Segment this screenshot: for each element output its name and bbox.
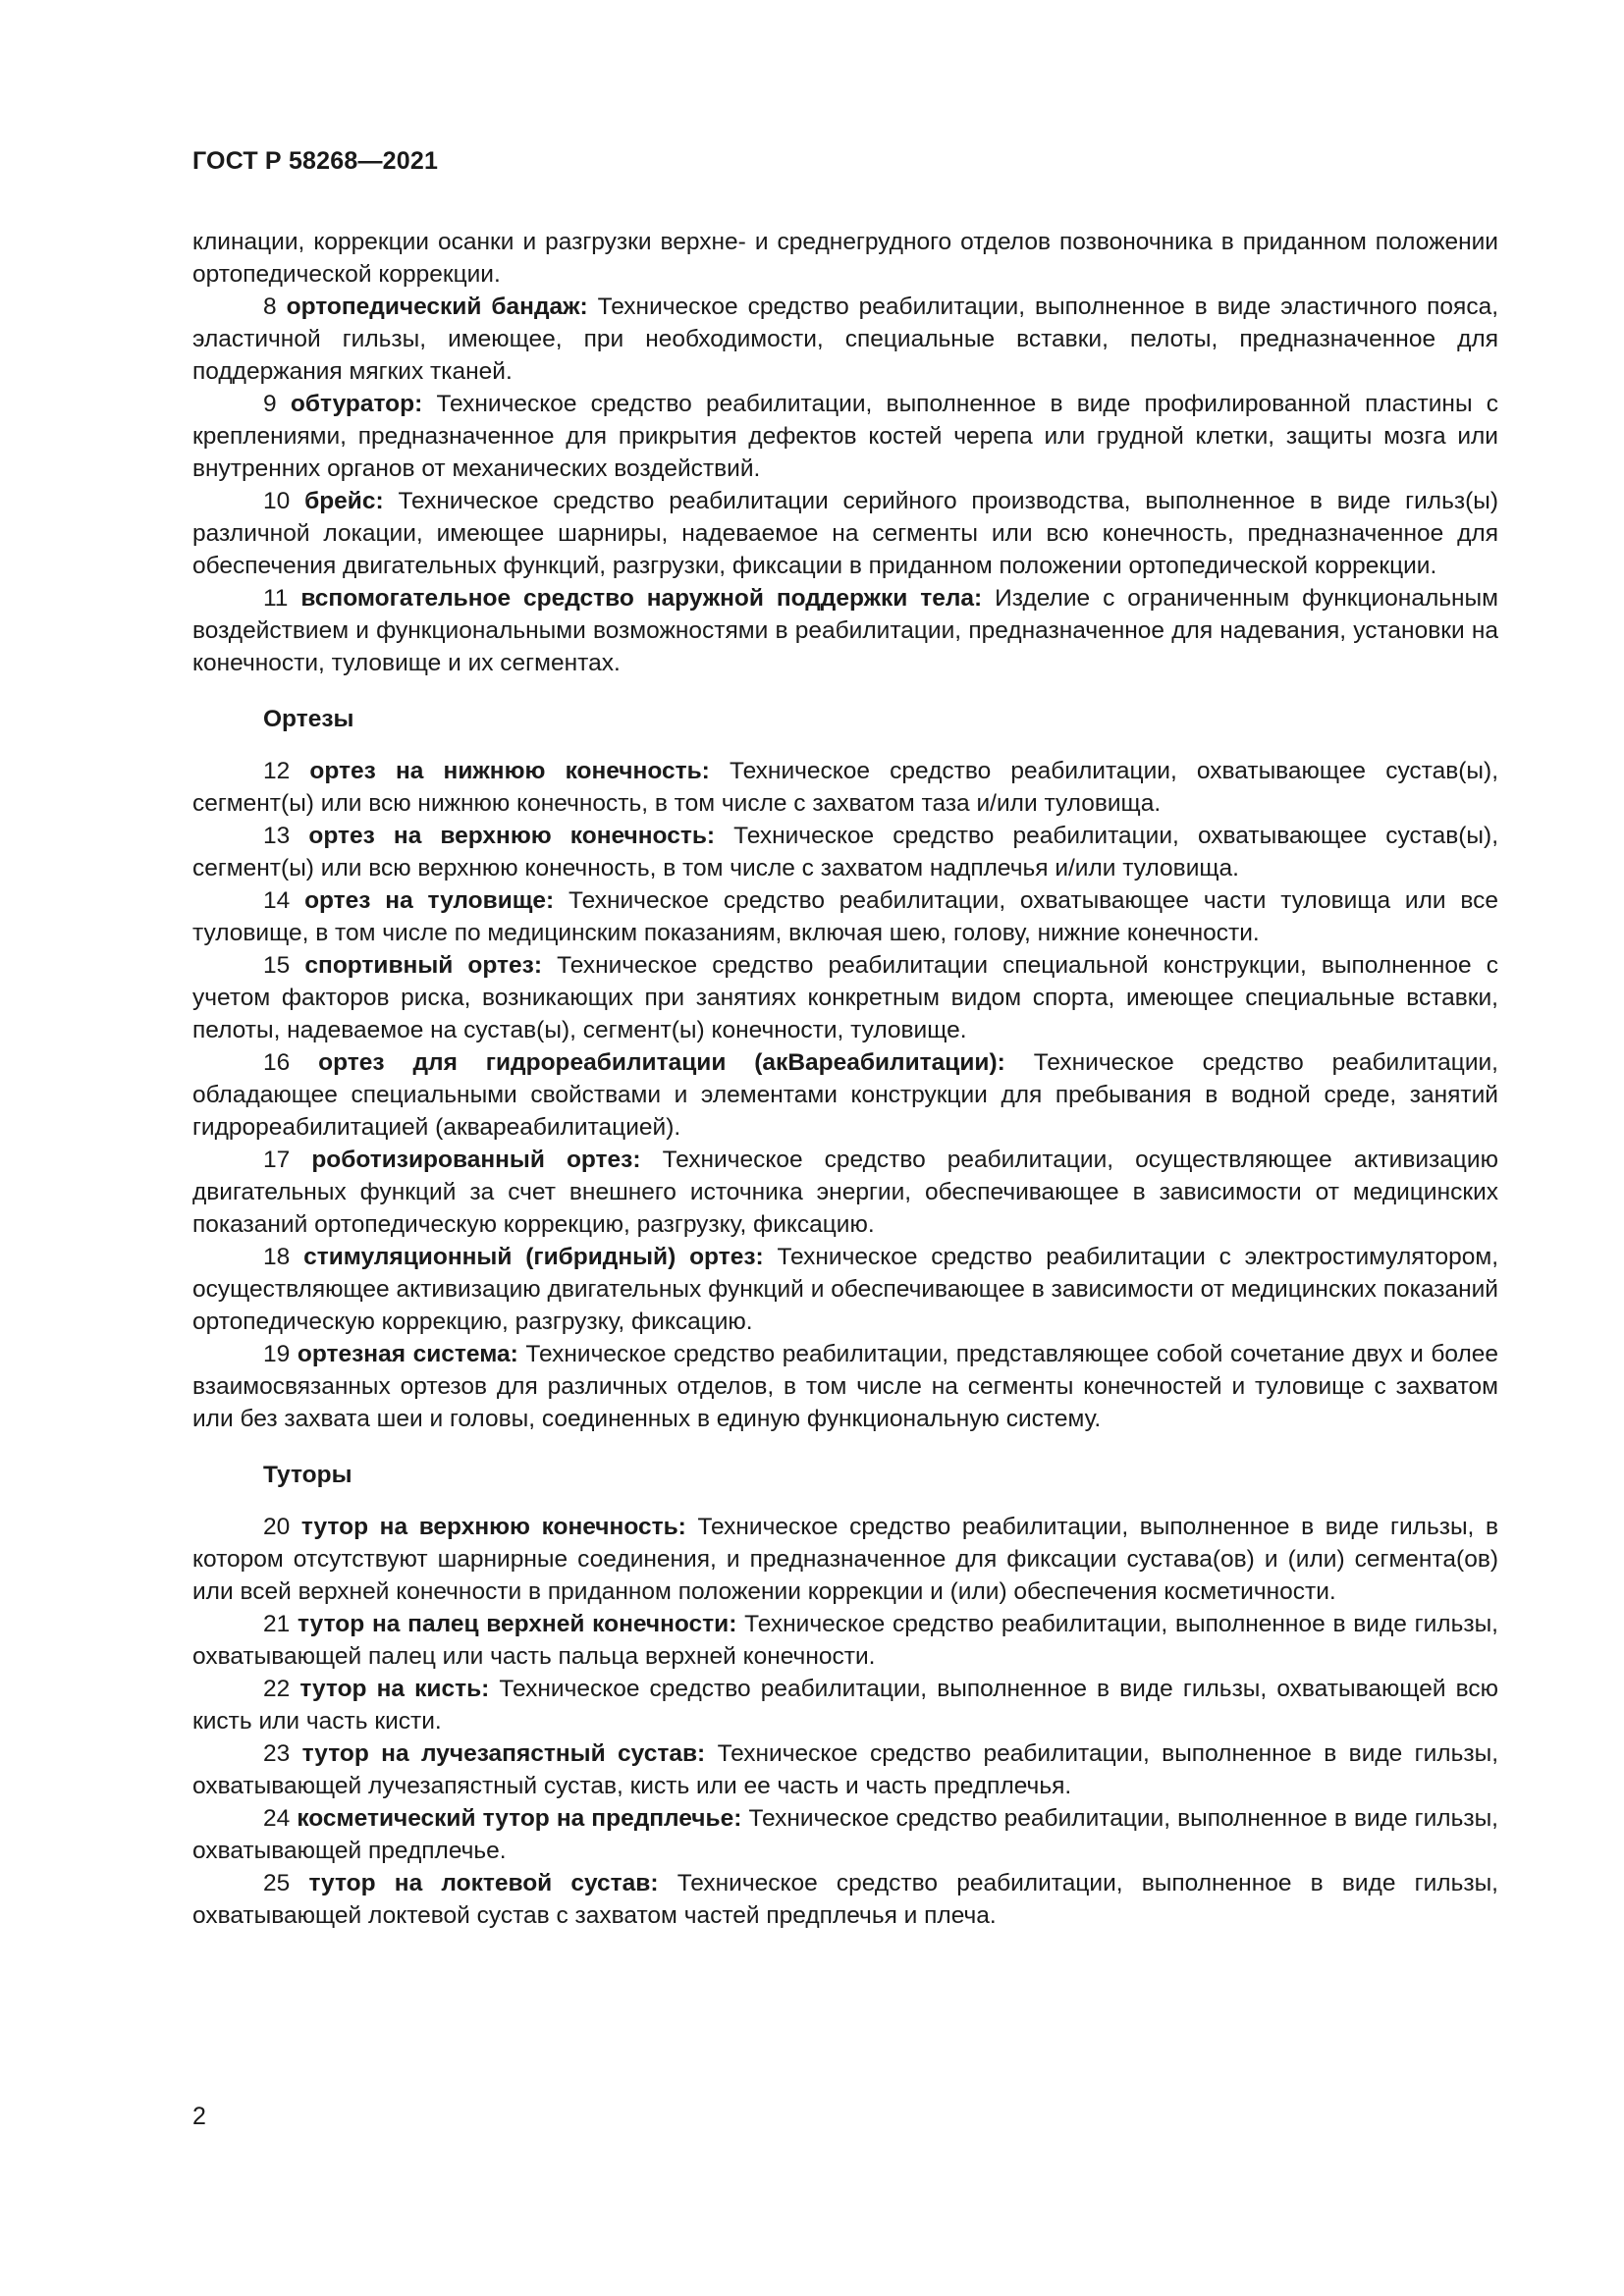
definition-21: 21 тутор на палец верхней конечности: Техническое средство реабилитации, выполненное в виде гильзы, охватывающей палец или часть пальца верхней конечности.	[192, 1611, 1498, 1670]
term: брейс:	[304, 488, 384, 514]
term: ортез для гидрореабилитации (акВареабилитации):	[318, 1049, 1005, 1076]
definition-23: 23 тутор на лучезапястный сустав: Техническое средство реабилитации, выполненное в виде гильзы, охватывающей лучезапястный сустав, кисть или ее часть и часть предплечья.	[192, 1740, 1499, 1799]
term: тутор на локтевой сустав:	[308, 1870, 659, 1896]
definition-12: 12 ортез на нижнюю конечность: Техническое средство реабилитации, охватывающее сустав(ы), сегмент(ы) или всю нижнюю конечность, в том числе с захватом таза и/или туловища.	[192, 758, 1499, 817]
definition-16: 16 ортез для гидрореабилитации (акВареабилитации): Техническое средство реабилитации, обладающее специальными свойствами и элементами конструкции для пребывания в водной среде, занятий гидрореабилитацией (аквареабилитацией).	[192, 1049, 1498, 1141]
definition-13: 13 ортез на верхнюю конечность: Техническое средство реабилитации, охватывающее сустав(ы), сегмент(ы) или всю верхнюю конечность, в том числе с захватом надплечья и/или туловища.	[192, 823, 1498, 881]
intro-paragraph: клинации, коррекции осанки и разгрузки верхне- и среднегрудного отделов позвоночника в приданном положении ортопедической коррекции.	[192, 229, 1498, 288]
definition-22: 22 тутор на кисть: Техническое средство реабилитации, выполненное в виде гильзы, охватывающей всю кисть или часть кисти.	[192, 1676, 1498, 1735]
definition-17: 17 роботизированный ортез: Техническое средство реабилитации, осуществляющее активизацию двигательных функций за счет внешнего источника энергии, обеспечивающее в зависимости от медицинских показаний ортопедическую коррекцию, разгрузку, фиксацию.	[192, 1147, 1498, 1238]
term: спортивный ортез:	[304, 952, 543, 979]
document-header: ГОСТ Р 58268—2021	[192, 147, 439, 175]
term: тутор на верхнюю конечность:	[300, 1514, 686, 1540]
term: тутор на палец верхней конечности:	[298, 1611, 737, 1637]
term: ортез на верхнюю конечность:	[308, 823, 716, 849]
definition-11: 11 вспомогательное средство наружной поддержки тела: Изделие с ограниченным функциональным воздействием и функциональными возможностями в реабилитации, предназначенное для надевания, установки на конечности, туловище и их сегментах.	[192, 585, 1499, 676]
term: роботизированный ортез:	[311, 1147, 641, 1173]
definition-24: 24 косметический тутор на предплечье: Техническое средство реабилитации, выполненное в виде гильзы, охватывающей предплечье.	[192, 1805, 1498, 1864]
section-heading-tutors: Туторы	[263, 1462, 352, 1488]
term: тутор на кисть:	[299, 1676, 490, 1702]
definition-8: 8 ортопедический бандаж: Техническое средство реабилитации, выполненное в виде эластичного пояса, эластичной гильзы, имеющее, при необходимости, специальные вставки, пелоты, предназначенное для поддержания мягких тканей.	[192, 294, 1499, 385]
definition-25: 25 тутор на локтевой сустав: Техническое средство реабилитации, выполненное в виде гильзы, охватывающей локтевой сустав с захватом частей предплечья и плеча.	[192, 1870, 1498, 1929]
term: ортез на туловище:	[304, 887, 555, 914]
definition-10: 10 брейс: Техническое средство реабилитации серийного производства, выполненное в виде гильз(ы) различной локации, имеющее шарниры, надеваемое на сегменты или всю конечность, предназначенное для обеспечения двигательных функций, разгрузки, фиксации в приданном положении ортопедической коррекции.	[192, 488, 1499, 579]
document-body	[192, 226, 1498, 1932]
definition-15: 15 спортивный ортез: Техническое средство реабилитации специальной конструкции, выполненное с учетом факторов риска, возникающих при занятиях конкретным видом спорта, имеющее специальные вставки, пелоты, надеваемое на сустав(ы), сегмент(ы) конечности, туловище.	[192, 952, 1499, 1043]
term: обтуратор:	[290, 391, 423, 417]
term: ортопедический бандаж:	[286, 294, 588, 320]
term: ортез на нижнюю конечность:	[309, 758, 710, 784]
term: тутор на лучезапястный сустав:	[301, 1740, 706, 1767]
definition-9: 9 обтуратор: Техническое средство реабилитации, выполненное в виде профилированной пластины с креплениями, предназначенное для прикрытия дефектов костей черепа или грудной клетки, защиты мозга или внутренних органов от механических воздействий.	[192, 391, 1499, 482]
section-heading-orthoses: Ортезы	[263, 706, 354, 732]
term: косметический тутор на предплечье:	[297, 1805, 742, 1832]
definition-18: 18 стимуляционный (гибридный) ортез: Техническое средство реабилитации с электростимулятором, осуществляющее активизацию двигательных функций и обеспечивающее в зависимости от медицинских показаний ортопедическую коррекцию, разгрузку, фиксацию.	[192, 1244, 1498, 1335]
term: ортезная система:	[297, 1341, 518, 1367]
term: стимуляционный (гибридный) ортез:	[303, 1244, 764, 1270]
definition-19: 19 ортезная система: Техническое средство реабилитации, представляющее собой сочетание двух и более взаимосвязанных ортезов для различных отделов, в том числе на сегменты конечностей и туловище с захватом или без захвата шеи и головы, соединенных в единую функциональную систему.	[192, 1341, 1499, 1432]
page-number: 2	[192, 2103, 206, 2130]
definition-20: 20 тутор на верхнюю конечность: Техническое средство реабилитации, выполненное в виде гильзы, в котором отсутствуют шарнирные соединения, и предназначенное для фиксации сустава(ов) и (или) сегмента(ов) или всей верхней конечности в приданном положении коррекции и (или) обеспечения косметичности.	[192, 1514, 1498, 1605]
definition-14: 14 ортез на туловище: Техническое средство реабилитации, охватывающее части туловища или все туловище, в том числе по медицинским показаниям, включая шею, голову, нижние конечности.	[192, 887, 1498, 946]
term: вспомогательное средство наружной поддержки тела:	[300, 585, 983, 612]
